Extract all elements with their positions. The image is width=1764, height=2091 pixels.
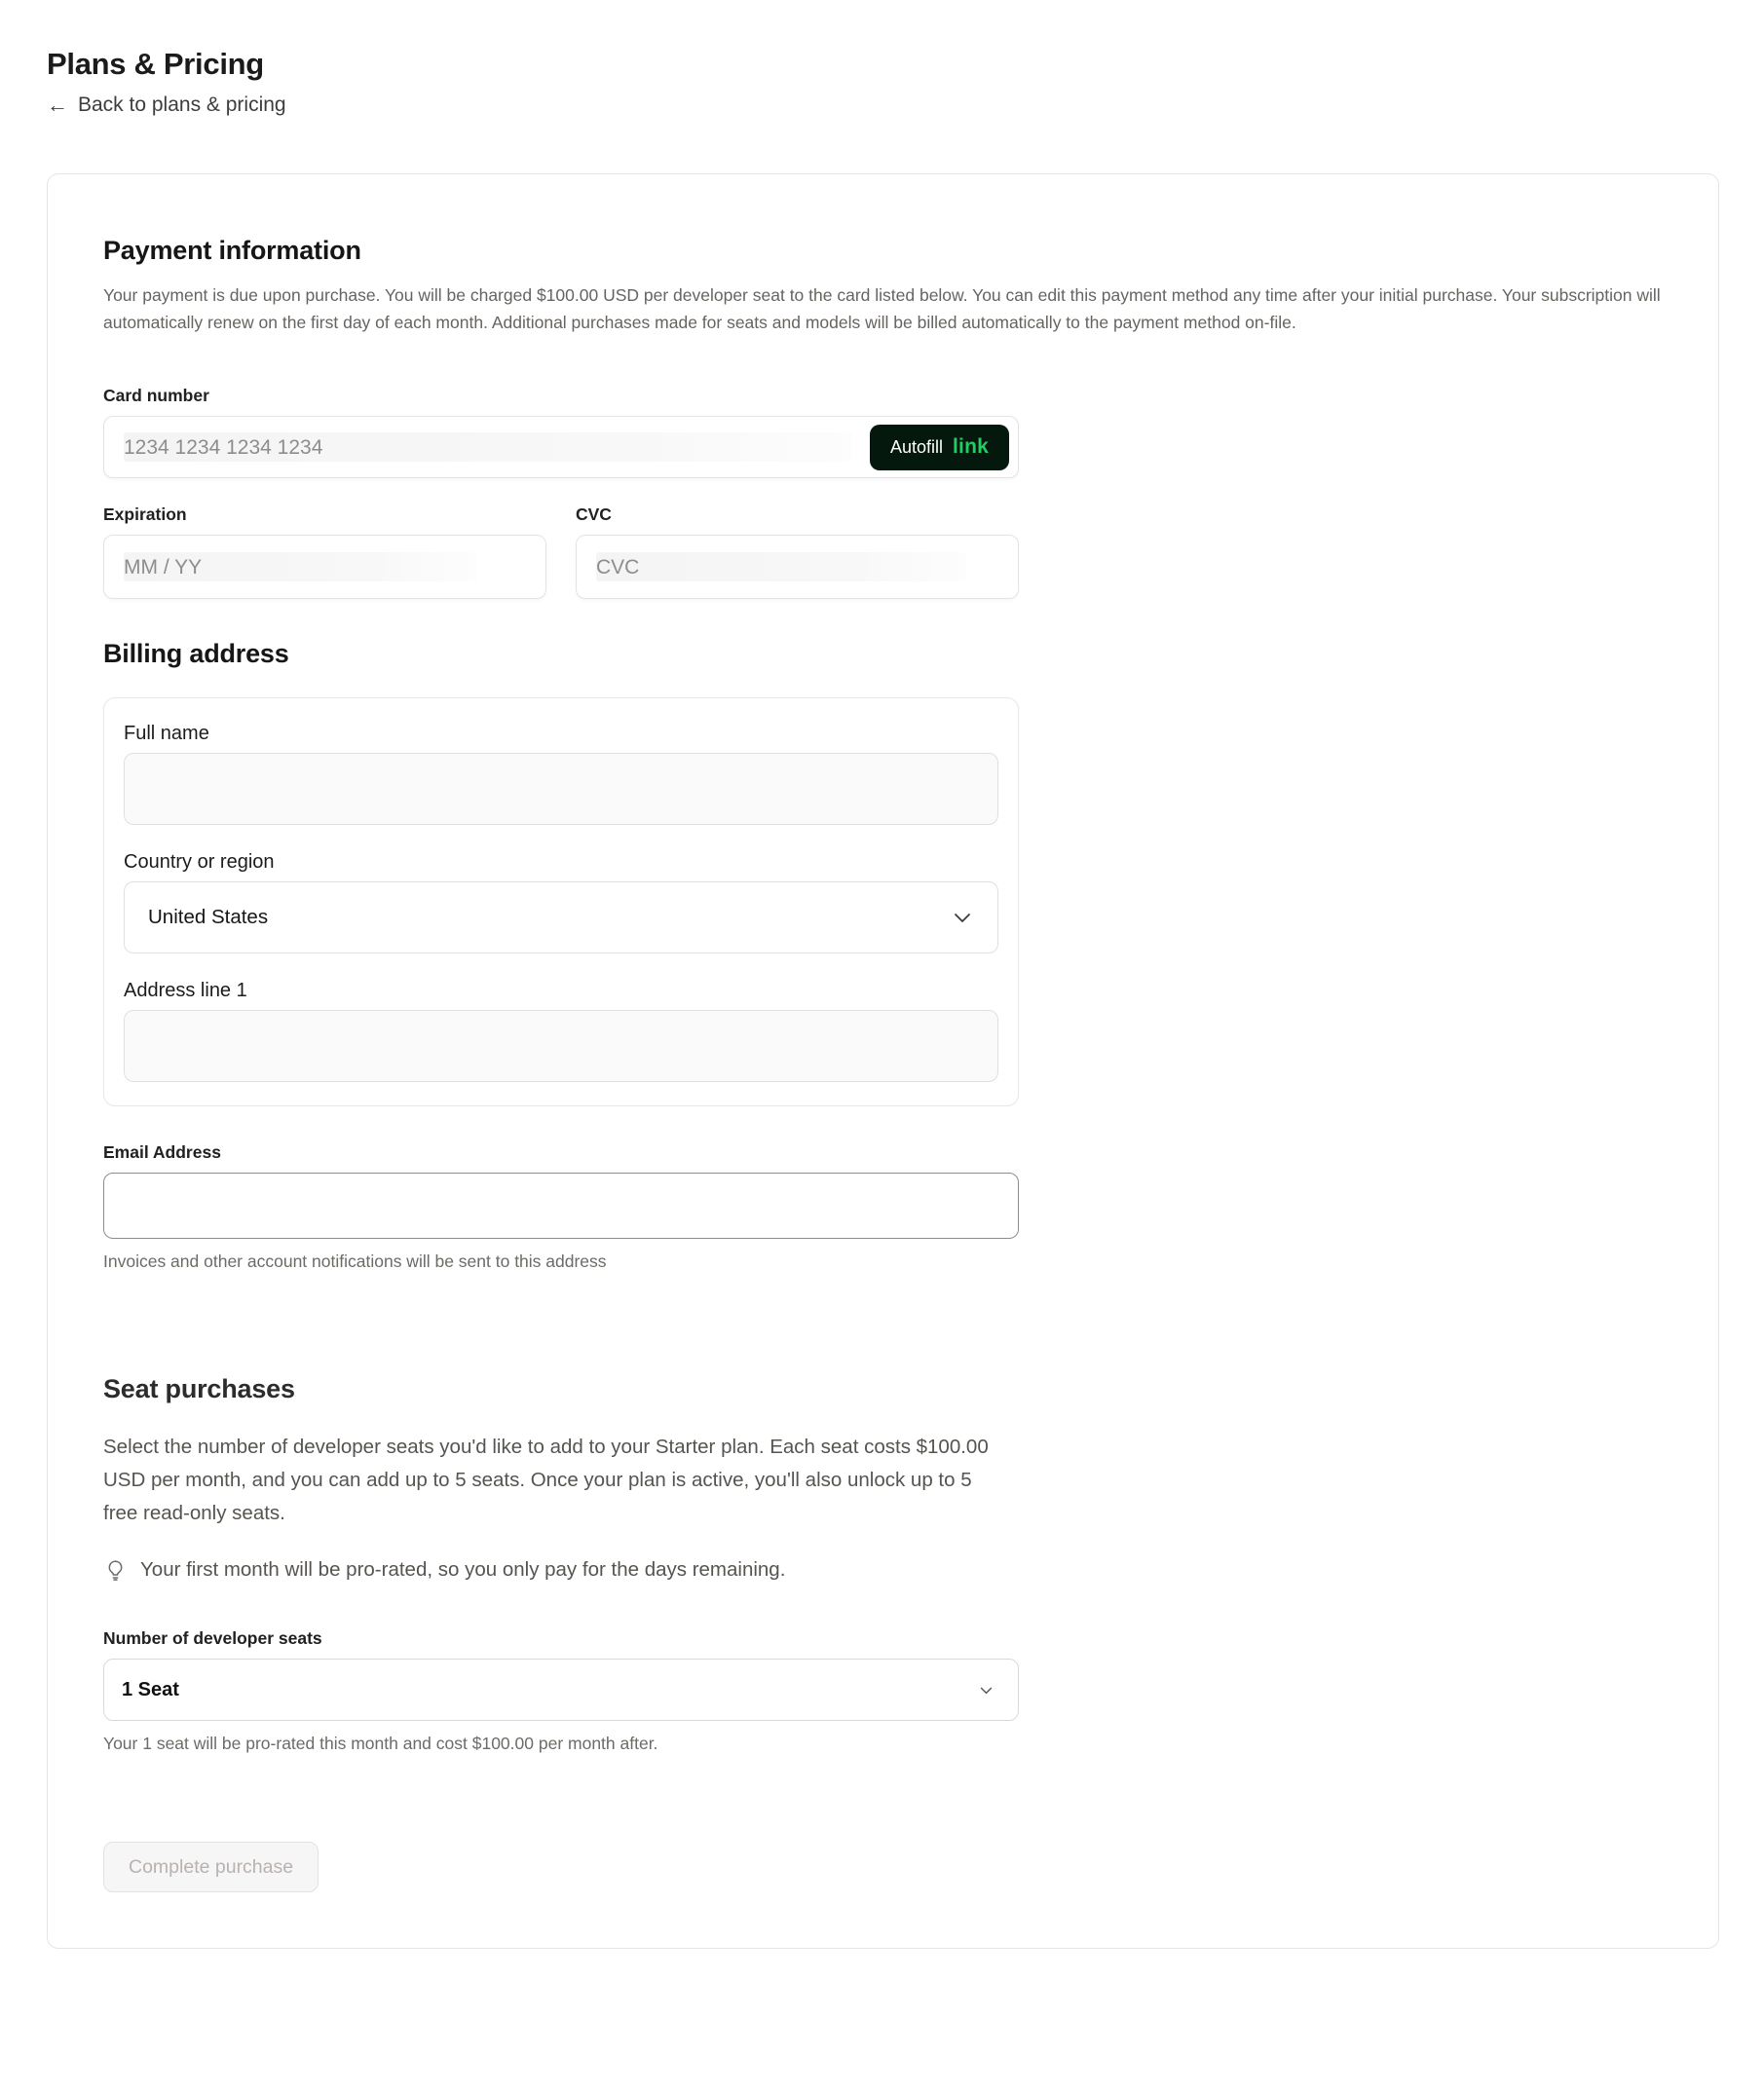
payment-information-heading: Payment information: [103, 236, 361, 265]
chevron-down-icon: [951, 906, 974, 929]
seat-count-select[interactable]: [103, 1659, 1019, 1721]
seat-count-label: Number of developer seats: [103, 1628, 322, 1648]
back-to-plans-link[interactable]: [47, 92, 286, 119]
email-helper-text: Invoices and other account notifications will be sent to this address: [103, 1251, 607, 1271]
autofill-link-button[interactable]: [870, 425, 1009, 470]
payment-description: Your payment is due upon purchase. You will be charged $100.00 USD per developer seat to the card listed below. You can edit this payment method any time after your initial purchase. Your subscription will automatically renew on the first day of each month. Additional purchases made for seats and models will be billed automatically to the payment method on-file.: [103, 285, 1661, 332]
email-field: [103, 1141, 1019, 1272]
address-line1-label: Address line 1: [124, 980, 247, 1001]
seat-count-helper-text: Your 1 seat will be pro-rated this month and cost $100.00 per month after.: [103, 1734, 658, 1753]
card-number-placeholder: 1234 1234 1234 1234: [124, 435, 323, 459]
prorate-note: [103, 1555, 1019, 1585]
autofill-label: Autofill: [889, 436, 944, 457]
expiration-label: Expiration: [103, 504, 187, 524]
card-number-label: Card number: [103, 386, 209, 405]
full-name-input[interactable]: [124, 753, 998, 825]
expiration-placeholder: MM / YY: [124, 555, 203, 579]
card-number-placeholder-band: [124, 432, 852, 462]
billing-address-box: [103, 697, 1019, 1106]
country-label: Country or region: [124, 851, 275, 873]
billing-address-heading: Billing address: [103, 639, 289, 668]
complete-purchase-button[interactable]: Complete purchase: [103, 1842, 319, 1892]
checkout-card: [47, 173, 1719, 1949]
cvc-label: CVC: [576, 504, 612, 524]
seat-purchases-description: Select the number of developer seats you'd like to add to your Starter plan. Each seat costs $100.00 USD per month, and you can add up to 5 seats. Once your plan is active, you'll also unlock up to 5 free read-only seats.: [103, 1436, 989, 1524]
chevron-down-icon: [978, 1682, 995, 1699]
cvc-placeholder-band: [596, 552, 966, 581]
country-select[interactable]: [124, 881, 998, 953]
cvc-field: [576, 504, 1019, 599]
seat-count-selected-value: 1 Seat: [122, 1679, 179, 1700]
cvc-input[interactable]: [576, 535, 1019, 599]
full-name-field: [124, 722, 998, 825]
email-input[interactable]: [103, 1173, 1019, 1239]
left-arrow-icon: ←: [47, 93, 68, 117]
expiration-cvc-row: [103, 504, 1019, 599]
cvc-placeholder: CVC: [596, 555, 640, 579]
link-brand-logo: link: [953, 435, 989, 458]
address-line1-field: [124, 979, 998, 1082]
address-line1-input[interactable]: [124, 1010, 998, 1082]
expiration-input[interactable]: [103, 535, 546, 599]
country-selected-value: United States: [148, 905, 269, 928]
page-title: Plans & Pricing: [47, 47, 264, 81]
expiration-placeholder-band: [124, 552, 477, 581]
payment-form: [103, 385, 1019, 1892]
back-link-label: Back to plans & pricing: [78, 93, 286, 116]
expiration-field: [103, 504, 546, 599]
country-field: [124, 850, 998, 953]
email-label: Email Address: [103, 1142, 221, 1162]
prorate-note-text: Your first month will be pro-rated, so you only pay for the days remaining.: [140, 1558, 786, 1581]
seat-purchases-heading: Seat purchases: [103, 1374, 295, 1403]
lightbulb-icon: [103, 1558, 128, 1583]
card-number-input[interactable]: [103, 416, 1019, 478]
full-name-label: Full name: [124, 723, 209, 744]
